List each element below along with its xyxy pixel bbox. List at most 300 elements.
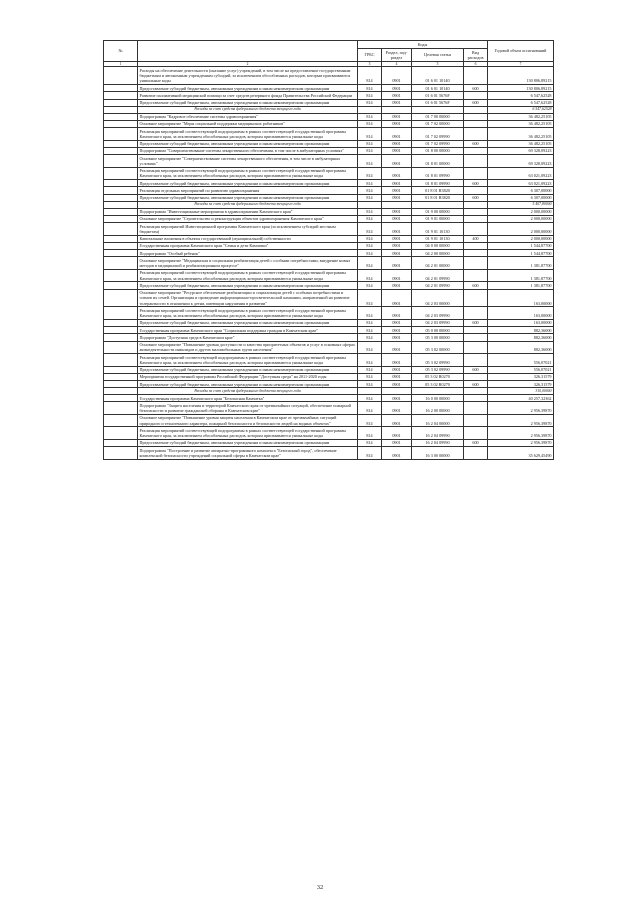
row-grbs-cell: 814 [358, 140, 382, 147]
row-grbs-cell: 814 [358, 282, 382, 289]
row-grbs-cell [358, 201, 382, 208]
row-number-cell [104, 147, 138, 154]
row-rz-cell: 0901 [382, 128, 412, 141]
row-rz-cell: 0901 [382, 223, 412, 236]
table-row [104, 187, 554, 194]
table-row [104, 113, 554, 120]
row-name-cell: Расходы за счет средств федерального бюджета текущего года [138, 388, 358, 395]
row-vr-cell [464, 128, 488, 141]
row-grbs-cell: 814 [358, 307, 382, 320]
row-grbs-cell: 814 [358, 180, 382, 187]
row-sum-cell: 2 000,00000 [488, 208, 554, 215]
row-rz-cell: 0901 [382, 327, 412, 334]
row-number-cell [104, 395, 138, 402]
row-rz-cell: 0901 [382, 354, 412, 367]
row-vr-cell [464, 155, 488, 168]
table-row [104, 155, 554, 168]
row-sum-cell: 2 956,39870 [488, 439, 554, 446]
row-name-cell: Основное мероприятие "Меры социальной поддержки медицинских работников" [138, 120, 358, 127]
row-rz-cell: 0901 [382, 307, 412, 320]
row-name-cell: Предоставление субсидий бюджетным, автономным учреждениям и иным некоммерческим организациям [138, 99, 358, 106]
row-name-cell: Основное мероприятие "Совершенствование системы лекарственного обеспечения, в том числе в амбулаторных условиях" [138, 155, 358, 168]
row-sum-cell: 882,36000 [488, 341, 554, 354]
row-name-cell: Подпрограмма "Кадровое обеспечение системы здравоохранения" [138, 113, 358, 120]
table-row [104, 402, 554, 415]
row-rz-cell: 0901 [382, 140, 412, 147]
header-sum: Годовой объем ассигнований [488, 41, 554, 62]
row-rz-cell [382, 201, 412, 208]
row-grbs-cell: 814 [358, 354, 382, 367]
row-rz-cell: 0901 [382, 439, 412, 446]
row-rz-cell: 0901 [382, 269, 412, 282]
row-grbs-cell: 814 [358, 208, 382, 215]
row-cs-cell: 01 9 00 00000 [412, 208, 464, 215]
row-name-cell: Основное мероприятие "Повышение уровня доступности и качества приоритетных объектов и услуг в основных сферах жизнедеятельности инвалидов и других маломобильных групп населения" [138, 341, 358, 354]
table-row [104, 447, 554, 460]
row-number-cell [104, 289, 138, 307]
row-vr-cell [464, 147, 488, 154]
row-sum-cell: 40 257,32362 [488, 395, 554, 402]
row-grbs-cell: 814 [358, 92, 382, 99]
row-rz-cell: 0901 [382, 341, 412, 354]
row-number-cell [104, 187, 138, 194]
row-vr-cell [464, 269, 488, 282]
row-vr-cell [464, 402, 488, 415]
row-grbs-cell: 814 [358, 85, 382, 92]
col-num: 6 [464, 62, 488, 67]
table-row [104, 439, 554, 446]
row-sum-cell: 36 482,25105 [488, 113, 554, 120]
table-row [104, 140, 554, 147]
header-vr: Вид расходов [464, 49, 488, 62]
row-cs-cell: 16 2 04 09990 [412, 427, 464, 440]
row-number-cell [104, 194, 138, 201]
row-vr-cell: 600 [464, 282, 488, 289]
row-name-cell: Основное мероприятие "Ресурсное обеспечение реабилитации и социализации детей с особыми потребностями и членов их семей. Организация и проведение информационно-просветительской кампании, направленной на развитие толерантности в отношении к детям, имеющим нарушения в развитии" [138, 289, 358, 307]
row-vr-cell [464, 427, 488, 440]
row-name-cell: Расходы за счет средств федерального бюджета текущего года [138, 201, 358, 208]
row-name-cell: Предоставление субсидий бюджетным, автономным учреждениям и иным некоммерческим организациям [138, 180, 358, 187]
row-cs-cell: 05 3 02 R0270 [412, 373, 464, 380]
row-grbs-cell: 814 [358, 250, 382, 257]
row-vr-cell: 600 [464, 366, 488, 373]
row-number-cell [104, 341, 138, 354]
row-rz-cell: 0901 [382, 427, 412, 440]
table-row [104, 289, 554, 307]
row-vr-cell [464, 223, 488, 236]
row-grbs-cell: 814 [358, 439, 382, 446]
row-cs-cell: 01 8 01 09990 [412, 167, 464, 180]
row-rz-cell: 0901 [382, 92, 412, 99]
row-vr-cell [464, 447, 488, 460]
row-number-cell [104, 427, 138, 440]
row-rz-cell: 0901 [382, 113, 412, 120]
row-vr-cell [464, 67, 488, 85]
row-number-cell [104, 334, 138, 341]
row-sum-cell: 130 806,89215 [488, 85, 554, 92]
row-name-cell: Основное мероприятие "Повышение уровня защиты населения в Камчатском крае от чрезвычайных ситуаций природного и техногенного характера, пожарной безопасности и безопасности людей на водных объектах" [138, 414, 358, 427]
table-row [104, 235, 554, 242]
table-row [104, 147, 554, 154]
row-number-cell [104, 113, 138, 120]
row-vr-cell [464, 187, 488, 194]
row-grbs-cell: 814 [358, 128, 382, 141]
row-name-cell: Основное мероприятие "Строительство и реконструкция объектов здравоохранения Камчатского края" [138, 215, 358, 222]
row-grbs-cell: 814 [358, 242, 382, 249]
row-rz-cell: 0901 [382, 235, 412, 242]
row-sum-cell: 310,00000 [488, 388, 554, 395]
row-number-cell [104, 414, 138, 427]
row-sum-cell: 1 544,87700 [488, 242, 554, 249]
row-name-cell: Реализация мероприятий соответствующей подпрограммы в рамках соответствующей государственной программы Камчатского края, за исключением обособленных расходов, которым присваиваются уникальные коды [138, 269, 358, 282]
budget-table [103, 40, 554, 460]
row-name-cell: Реализация мероприятий соответствующей подпрограммы в рамках соответствующей государственной программы Камчатского края, за исключением обособленных расходов, которым присваиваются уникальные коды [138, 427, 358, 440]
row-number-cell [104, 140, 138, 147]
row-sum-cell: 2 956,39870 [488, 402, 554, 415]
row-grbs-cell: 814 [358, 99, 382, 106]
row-grbs-cell [358, 388, 382, 395]
row-sum-cell: 6 307,00000 [488, 187, 554, 194]
row-grbs-cell: 814 [358, 319, 382, 326]
row-name-cell: Государственная программа Камчатского края "Семья и дети Камчатки" [138, 242, 358, 249]
row-number-cell [104, 223, 138, 236]
row-grbs-cell: 814 [358, 187, 382, 194]
header-name [138, 41, 358, 62]
row-cs-cell: 05 3 02 R0270 [412, 381, 464, 388]
row-rz-cell: 0901 [382, 99, 412, 106]
row-number-cell [104, 402, 138, 415]
row-name-cell: Подпрограмма "Особый ребенок" [138, 250, 358, 257]
row-number-cell [104, 208, 138, 215]
row-cs-cell: 05 3 02 09990 [412, 366, 464, 373]
row-cs-cell: 04 2 03 09990 [412, 307, 464, 320]
row-cs-cell: 01 6 01 5676F [412, 92, 464, 99]
row-rz-cell: 0901 [382, 85, 412, 92]
row-vr-cell [464, 106, 488, 113]
table-row [104, 180, 554, 187]
header-no: № [104, 41, 138, 62]
table-row [104, 67, 554, 85]
row-name-cell: Реализация отдельных мероприятий по развитию здравоохранения [138, 187, 358, 194]
row-cs-cell [412, 106, 464, 113]
row-cs-cell: 01 6 01 10140 [412, 85, 464, 92]
row-cs-cell [412, 388, 464, 395]
row-grbs-cell: 814 [358, 334, 382, 341]
row-number-cell [104, 388, 138, 395]
row-name-cell: Реализация мероприятий соответствующей подпрограммы в рамках соответствующей государственной программы Камчатского края, за исключением обособленных расходов, которым присваиваются уникальные коды [138, 354, 358, 367]
row-cs-cell: 16 3 00 00000 [412, 447, 464, 460]
row-vr-cell [464, 113, 488, 120]
row-vr-cell [464, 167, 488, 180]
row-name-cell: Основное мероприятие "Медицинская и социальная реабилитация детей с особыми потребностями, внедрение новых методов в медицинской и реабилитационном процессе" [138, 257, 358, 270]
table-row [104, 167, 554, 180]
row-cs-cell: 04 0 00 00000 [412, 242, 464, 249]
table-row [104, 257, 554, 270]
row-rz-cell: 0901 [382, 373, 412, 380]
row-rz-cell: 0901 [382, 402, 412, 415]
header-cs: Целевая статья [412, 49, 464, 62]
col-num: 7 [488, 62, 554, 67]
col-num: 3 [358, 62, 382, 67]
row-sum-cell: 6 547,62528 [488, 106, 554, 113]
row-grbs-cell: 814 [358, 373, 382, 380]
row-vr-cell [464, 327, 488, 334]
row-name-cell: Мероприятия государственной программы Российской Федерации "Доступная среда" на 2011-2020 годы [138, 373, 358, 380]
row-cs-cell: 01 8 00 00000 [412, 147, 464, 154]
row-number-cell [104, 215, 138, 222]
row-rz-cell: 0901 [382, 381, 412, 388]
row-sum-cell: 2 000,00000 [488, 235, 554, 242]
table-row [104, 269, 554, 282]
row-cs-cell: 01 7 02 09990 [412, 140, 464, 147]
row-cs-cell: 16 2 04 00000 [412, 414, 464, 427]
row-number-cell [104, 92, 138, 99]
row-rz-cell: 0901 [382, 155, 412, 168]
row-number-cell [104, 373, 138, 380]
row-sum-cell: 163,00000 [488, 307, 554, 320]
row-rz-cell: 0901 [382, 208, 412, 215]
row-rz-cell: 0901 [382, 257, 412, 270]
table-row [104, 354, 554, 367]
row-vr-cell: 600 [464, 180, 488, 187]
row-rz-cell [382, 388, 412, 395]
row-cs-cell: 16 0 00 00000 [412, 395, 464, 402]
row-sum-cell: 6 547,62528 [488, 92, 554, 99]
row-name-cell: Подпрограмма "Совершенствование системы лекарственного обеспечения, в том числе в амбулаторных условиях" [138, 147, 358, 154]
row-name-cell: Реализация мероприятий соответствующей подпрограммы в рамках соответствующей государственной программы Камчатского края, за исключением обособленных расходов, которым присваиваются уникальные коды [138, 307, 358, 320]
row-number-cell [104, 447, 138, 460]
table-row [104, 414, 554, 427]
row-vr-cell [464, 395, 488, 402]
col-num: 1 [104, 62, 138, 67]
row-sum-cell: 556,07021 [488, 366, 554, 373]
table-row [104, 92, 554, 99]
row-name-cell: Реализация мероприятий Инвестиционной программы Камчатского края (за исключением субсидий местным бюджетам) [138, 223, 358, 236]
header-codes: Коды [358, 41, 488, 49]
row-sum-cell: 6 307,00000 [488, 194, 554, 201]
row-cs-cell: 05 0 00 00000 [412, 327, 464, 334]
row-number-cell [104, 366, 138, 373]
row-rz-cell: 0901 [382, 120, 412, 127]
table-row [104, 334, 554, 341]
row-cs-cell: 05 3 02 00000 [412, 341, 464, 354]
row-name-cell: Предоставление субсидий бюджетным, автономным учреждениям и иным некоммерческим организациям [138, 140, 358, 147]
row-sum-cell: 326,31579 [488, 373, 554, 380]
row-rz-cell: 0901 [382, 180, 412, 187]
row-grbs-cell: 814 [358, 147, 382, 154]
row-cs-cell: 04 2 01 00000 [412, 257, 464, 270]
row-name-cell: Подпрограмма "Построение и развитие аппаратно-программного комплекса "Безопасный город", обеспечение комплексной безопасности учреждений социальной сферы в Камчатском крае" [138, 447, 358, 460]
row-vr-cell [464, 242, 488, 249]
row-number-cell [104, 155, 138, 168]
row-grbs-cell: 814 [358, 447, 382, 460]
note-row [104, 106, 554, 113]
row-cs-cell: 01 9 01 10130 [412, 235, 464, 242]
table-row [104, 327, 554, 334]
row-vr-cell: 600 [464, 85, 488, 92]
row-number-cell [104, 85, 138, 92]
row-grbs-cell: 814 [358, 366, 382, 373]
row-rz-cell: 0901 [382, 395, 412, 402]
row-sum-cell: 1 381,87700 [488, 282, 554, 289]
table-row [104, 85, 554, 92]
table-row [104, 282, 554, 289]
row-sum-cell: 36 482,25105 [488, 128, 554, 141]
row-name-cell: Государственная программа Камчатского края "Социальная поддержка граждан в Камчатском крае" [138, 327, 358, 334]
row-number-cell [104, 381, 138, 388]
table-row [104, 427, 554, 440]
row-number-cell [104, 128, 138, 141]
row-cs-cell: 01 7 00 00000 [412, 113, 464, 120]
row-grbs-cell: 814 [358, 395, 382, 402]
row-rz-cell: 0901 [382, 366, 412, 373]
row-grbs-cell: 814 [358, 120, 382, 127]
table-row [104, 128, 554, 141]
row-grbs-cell: 814 [358, 289, 382, 307]
table-row [104, 381, 554, 388]
row-number-cell [104, 201, 138, 208]
row-cs-cell: 01 9 01 10130 [412, 223, 464, 236]
row-grbs-cell: 814 [358, 223, 382, 236]
row-sum-cell: 130 806,89215 [488, 67, 554, 85]
row-name-cell: Предоставление субсидий бюджетным, автономным учреждениям и иным некоммерческим организациям [138, 194, 358, 201]
row-name-cell: Предоставление субсидий бюджетным, автономным учреждениям и иным некоммерческим организациям [138, 381, 358, 388]
row-sum-cell: 69 328,09223 [488, 155, 554, 168]
row-sum-cell: 35 629,45490 [488, 447, 554, 460]
row-number-cell [104, 120, 138, 127]
row-sum-cell: 63 021,09223 [488, 167, 554, 180]
table-row [104, 242, 554, 249]
row-name-cell: Подпрограмма "Доступная среда в Камчатском крае" [138, 334, 358, 341]
row-grbs-cell: 814 [358, 155, 382, 168]
row-name-cell: Капитальные вложения в объекты государственной (муниципальной) собственности [138, 235, 358, 242]
row-name-cell: Реализация мероприятий соответствующей подпрограммы в рамках соответствующей государственной программы Камчатского края, за исключением обособленных расходов, которым присваиваются уникальные коды [138, 128, 358, 141]
row-rz-cell: 0901 [382, 289, 412, 307]
row-cs-cell: 16 2 04 09990 [412, 439, 464, 446]
row-rz-cell: 0901 [382, 447, 412, 460]
row-vr-cell [464, 373, 488, 380]
row-sum-cell: 163,00000 [488, 319, 554, 326]
row-number-cell [104, 180, 138, 187]
table-header [104, 41, 554, 67]
table-row [104, 307, 554, 320]
row-number-cell [104, 242, 138, 249]
row-sum-cell: 882,36000 [488, 334, 554, 341]
table-row [104, 341, 554, 354]
row-number-cell [104, 106, 138, 113]
row-number-cell [104, 307, 138, 320]
row-grbs-cell: 814 [358, 215, 382, 222]
row-grbs-cell: 814 [358, 341, 382, 354]
row-sum-cell: 556,07021 [488, 354, 554, 367]
row-vr-cell [464, 208, 488, 215]
row-name-cell: Подпрограмма "Защита населения и территорий Камчатского края от чрезвычайных ситуаций, обеспечение пожарной безопасности и развитие гражданской обороны в Камчатском крае" [138, 402, 358, 415]
row-name-cell: Развитие паллиативной медицинской помощи за счет средств резервного фонда Правительства Российской Федерации [138, 92, 358, 99]
row-name-cell: Расходы на обеспечение деятельности (оказание услуг) учреждений, в том числе на предоставление государственным бюджетным и автономным учреждениям субсидий, за исключением обособленных расходов, которым присваиваются уникальные коды [138, 67, 358, 85]
row-cs-cell: 04 2 01 09990 [412, 269, 464, 282]
row-number-cell [104, 167, 138, 180]
row-cs-cell: 04 2 03 09990 [412, 319, 464, 326]
row-name-cell: Государственная программа Камчатского края "Безопасная Камчатка" [138, 395, 358, 402]
header-grbs: ГРБС [358, 49, 382, 62]
row-name-cell: Предоставление субсидий бюджетным, автономным учреждениям и иным некоммерческим организациям [138, 319, 358, 326]
row-rz-cell: 0901 [382, 147, 412, 154]
row-cs-cell: 01 8 01 09990 [412, 180, 464, 187]
row-vr-cell: 600 [464, 194, 488, 201]
row-vr-cell: 600 [464, 99, 488, 106]
row-number-cell [104, 235, 138, 242]
table-body [104, 67, 554, 459]
row-rz-cell: 0901 [382, 242, 412, 249]
table-row [104, 366, 554, 373]
row-vr-cell [464, 215, 488, 222]
row-sum-cell: 1 544,87700 [488, 250, 554, 257]
row-vr-cell [464, 120, 488, 127]
row-sum-cell: 326,31579 [488, 381, 554, 388]
row-sum-cell: 36 482,25105 [488, 140, 554, 147]
row-grbs-cell: 814 [358, 427, 382, 440]
row-vr-cell [464, 388, 488, 395]
row-name-cell: Подпрограмма "Инвестиционные мероприятия в здравоохранении Камчатского края" [138, 208, 358, 215]
row-sum-cell: 5 407,80000 [488, 201, 554, 208]
page-number: 32 [316, 884, 324, 891]
table-row [104, 208, 554, 215]
row-rz-cell: 0901 [382, 194, 412, 201]
row-grbs-cell: 814 [358, 194, 382, 201]
note-row [104, 388, 554, 395]
row-vr-cell: 600 [464, 381, 488, 388]
row-cs-cell: 01 9 01 00000 [412, 215, 464, 222]
row-grbs-cell: 814 [358, 113, 382, 120]
row-cs-cell: 01 6 01 10140 [412, 67, 464, 85]
row-number-cell [104, 282, 138, 289]
table-row [104, 373, 554, 380]
row-vr-cell [464, 414, 488, 427]
row-rz-cell [382, 106, 412, 113]
col-num: 4 [382, 62, 412, 67]
col-num: 5 [412, 62, 464, 67]
row-cs-cell: 04 2 03 00000 [412, 289, 464, 307]
table-row [104, 319, 554, 326]
row-cs-cell: 05 3 02 09990 [412, 354, 464, 367]
row-number-cell [104, 354, 138, 367]
row-name-cell: Расходы за счет средств федерального бюджета текущего года [138, 106, 358, 113]
row-grbs-cell: 814 [358, 67, 382, 85]
row-number-cell [104, 319, 138, 326]
row-name-cell: Предоставление субсидий бюджетным, автономным учреждениям и иным некоммерческим организациям [138, 85, 358, 92]
row-sum-cell: 1 381,87700 [488, 257, 554, 270]
row-rz-cell: 0901 [382, 187, 412, 194]
table-row [104, 395, 554, 402]
row-rz-cell: 0901 [382, 67, 412, 85]
row-name-cell: Предоставление субсидий бюджетным, автономным учреждениям и иным некоммерческим организациям [138, 282, 358, 289]
row-sum-cell: 882,36000 [488, 327, 554, 334]
row-sum-cell: 2 000,00000 [488, 215, 554, 222]
row-vr-cell [464, 307, 488, 320]
row-grbs-cell: 814 [358, 381, 382, 388]
row-vr-cell [464, 334, 488, 341]
row-grbs-cell: 814 [358, 235, 382, 242]
row-rz-cell: 0901 [382, 250, 412, 257]
row-rz-cell: 0901 [382, 334, 412, 341]
row-number-cell [104, 269, 138, 282]
row-number-cell [104, 67, 138, 85]
row-cs-cell: 05 3 00 00000 [412, 334, 464, 341]
row-number-cell [104, 257, 138, 270]
row-vr-cell [464, 341, 488, 354]
row-sum-cell: 2 956,39870 [488, 427, 554, 440]
row-rz-cell: 0901 [382, 414, 412, 427]
